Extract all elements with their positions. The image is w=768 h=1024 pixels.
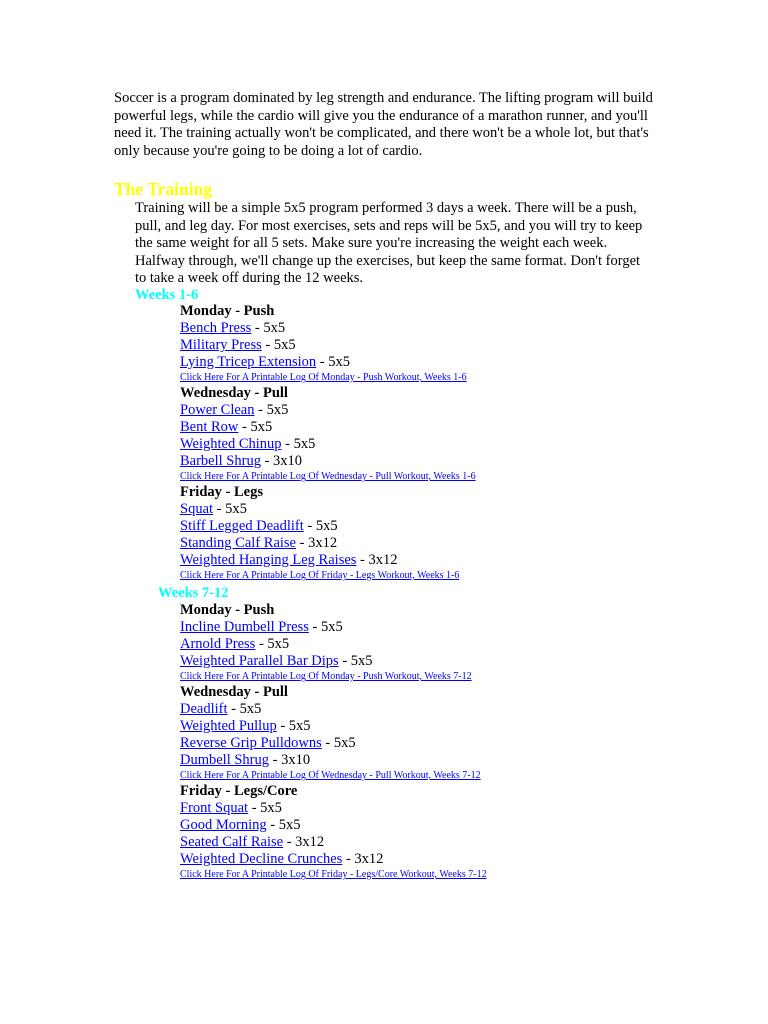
day-heading: Monday - Push [180,602,275,618]
day-heading: Friday - Legs/Core [180,783,298,799]
exercise-scheme: - 5x5 [227,701,262,717]
exercise-link[interactable]: Lying Tricep Extension [180,354,317,370]
day-heading: Monday - Push [180,303,275,319]
workout-list-phase-2 [180,602,700,882]
exercise-row [180,354,700,371]
exercise-link[interactable]: Reverse Grip Pulldowns [180,735,322,751]
exercise-scheme: - 5x5 [321,735,356,751]
exercise-row [180,817,700,834]
exercise-row [180,320,700,337]
exercise-row [180,800,700,817]
printable-log-link[interactable]: Click Here For A Printable Log Of Monday - Push Workout, Weeks 1-6 [180,372,467,383]
exercise-scheme: - 5x5 [251,320,286,336]
exercise-scheme: - 5x5 [276,718,311,734]
exercise-scheme: - 5x5 [238,419,273,435]
exercise-row [180,718,700,735]
exercise-link[interactable]: Good Morning [180,817,267,833]
exercise-scheme: - 5x5 [254,402,289,418]
intro-paragraph: Soccer is a program dominated by leg strength and endurance. The lifting program will build powerful legs, while the cardio will give you the endurance of a marathon runner, and you'll need it. The training actually won't be complicated, and there won't be a whole lot, but that's only because you're going to be doing a lot of cardio. [114,90,653,159]
exercise-link[interactable]: Weighted Decline Crunches [180,851,343,867]
exercise-row [180,337,700,354]
exercise-row [180,501,700,518]
exercise-row [180,419,700,436]
weeks-heading-phase-2: Weeks 7-12 [158,585,229,601]
exercise-row [180,619,700,636]
exercise-scheme: - 5x5 [281,436,316,452]
exercise-row [180,653,700,670]
exercise-scheme: - 3x12 [356,552,398,568]
exercise-link[interactable]: Squat [180,501,214,517]
exercise-row [180,436,700,453]
exercise-link[interactable]: Incline Dumbell Press [180,619,309,635]
exercise-link[interactable]: Front Squat [180,800,249,816]
exercise-row [180,402,700,419]
exercise-row [180,518,700,535]
workout-list-phase-1 [180,303,700,583]
exercise-scheme: - 3x12 [296,535,338,551]
exercise-row [180,552,700,569]
exercise-row [180,851,700,868]
exercise-link[interactable]: Seated Calf Raise [180,834,284,850]
exercise-scheme: - 3x12 [342,851,384,867]
exercise-row [180,735,700,752]
printable-log-link[interactable]: Click Here For A Printable Log Of Monday - Push Workout, Weeks 7-12 [180,671,472,682]
exercise-link[interactable]: Stiff Legged Deadlift [180,518,304,534]
exercise-link[interactable]: Weighted Parallel Bar Dips [180,653,339,669]
exercise-scheme: - 5x5 [338,653,373,669]
printable-log-link[interactable]: Click Here For A Printable Log Of Friday - Legs/Core Workout, Weeks 7-12 [180,869,487,880]
exercise-link[interactable]: Dumbell Shrug [180,752,270,768]
weeks-heading-phase-1: Weeks 1-6 [135,287,199,303]
day-heading: Friday - Legs [180,484,263,500]
exercise-scheme: - 5x5 [266,817,301,833]
printable-log-link[interactable]: Click Here For A Printable Log Of Wednesday - Pull Workout, Weeks 7-12 [180,770,481,781]
exercise-link[interactable]: Weighted Pullup [180,718,277,734]
exercise-row [180,834,700,851]
exercise-row [180,636,700,653]
exercise-scheme: - 5x5 [255,636,290,652]
exercise-scheme: - 5x5 [261,337,296,353]
exercise-link[interactable]: Bent Row [180,419,239,435]
training-paragraph: Training will be a simple 5x5 program performed 3 days a week. There will be a push, pull, and leg day. For most exercises, sets and reps will be 5x5, and you will try to keep the same weight for all 5 sets. Make sure you're increasing the weight each week. Halfway through, we'll change up the exercises, but keep the same format. Don't forget to take a week off during the 12 weeks. [135,200,643,286]
day-heading: Wednesday - Pull [180,385,288,401]
exercise-link[interactable]: Military Press [180,337,262,353]
exercise-link[interactable]: Weighted Chinup [180,436,282,452]
exercise-link[interactable]: Power Clean [180,402,255,418]
day-heading: Wednesday - Pull [180,684,288,700]
exercise-scheme: - 5x5 [213,501,247,517]
exercise-link[interactable]: Arnold Press [180,636,256,652]
exercise-scheme: - 5x5 [303,518,338,534]
training-section-title: The Training [114,179,213,199]
exercise-scheme: - 5x5 [316,354,350,370]
exercise-row [180,535,700,552]
printable-log-link[interactable]: Click Here For A Printable Log Of Wednesday - Pull Workout, Weeks 1-6 [180,471,476,482]
exercise-link[interactable]: Deadlift [180,701,228,717]
exercise-link[interactable]: Bench Press [180,320,252,336]
exercise-link[interactable]: Weighted Hanging Leg Raises [180,552,357,568]
exercise-row [180,752,700,769]
exercise-link[interactable]: Standing Calf Raise [180,535,296,551]
exercise-link[interactable]: Barbell Shrug [180,453,261,469]
exercise-scheme: - 5x5 [248,800,282,816]
exercise-scheme: - 5x5 [308,619,343,635]
printable-log-link[interactable]: Click Here For A Printable Log Of Friday - Legs Workout, Weeks 1-6 [180,570,460,581]
exercise-row [180,701,700,718]
exercise-row [180,453,700,470]
exercise-scheme: - 3x12 [283,834,325,850]
exercise-scheme: - 3x10 [269,752,311,768]
exercise-scheme: - 3x10 [260,453,303,469]
